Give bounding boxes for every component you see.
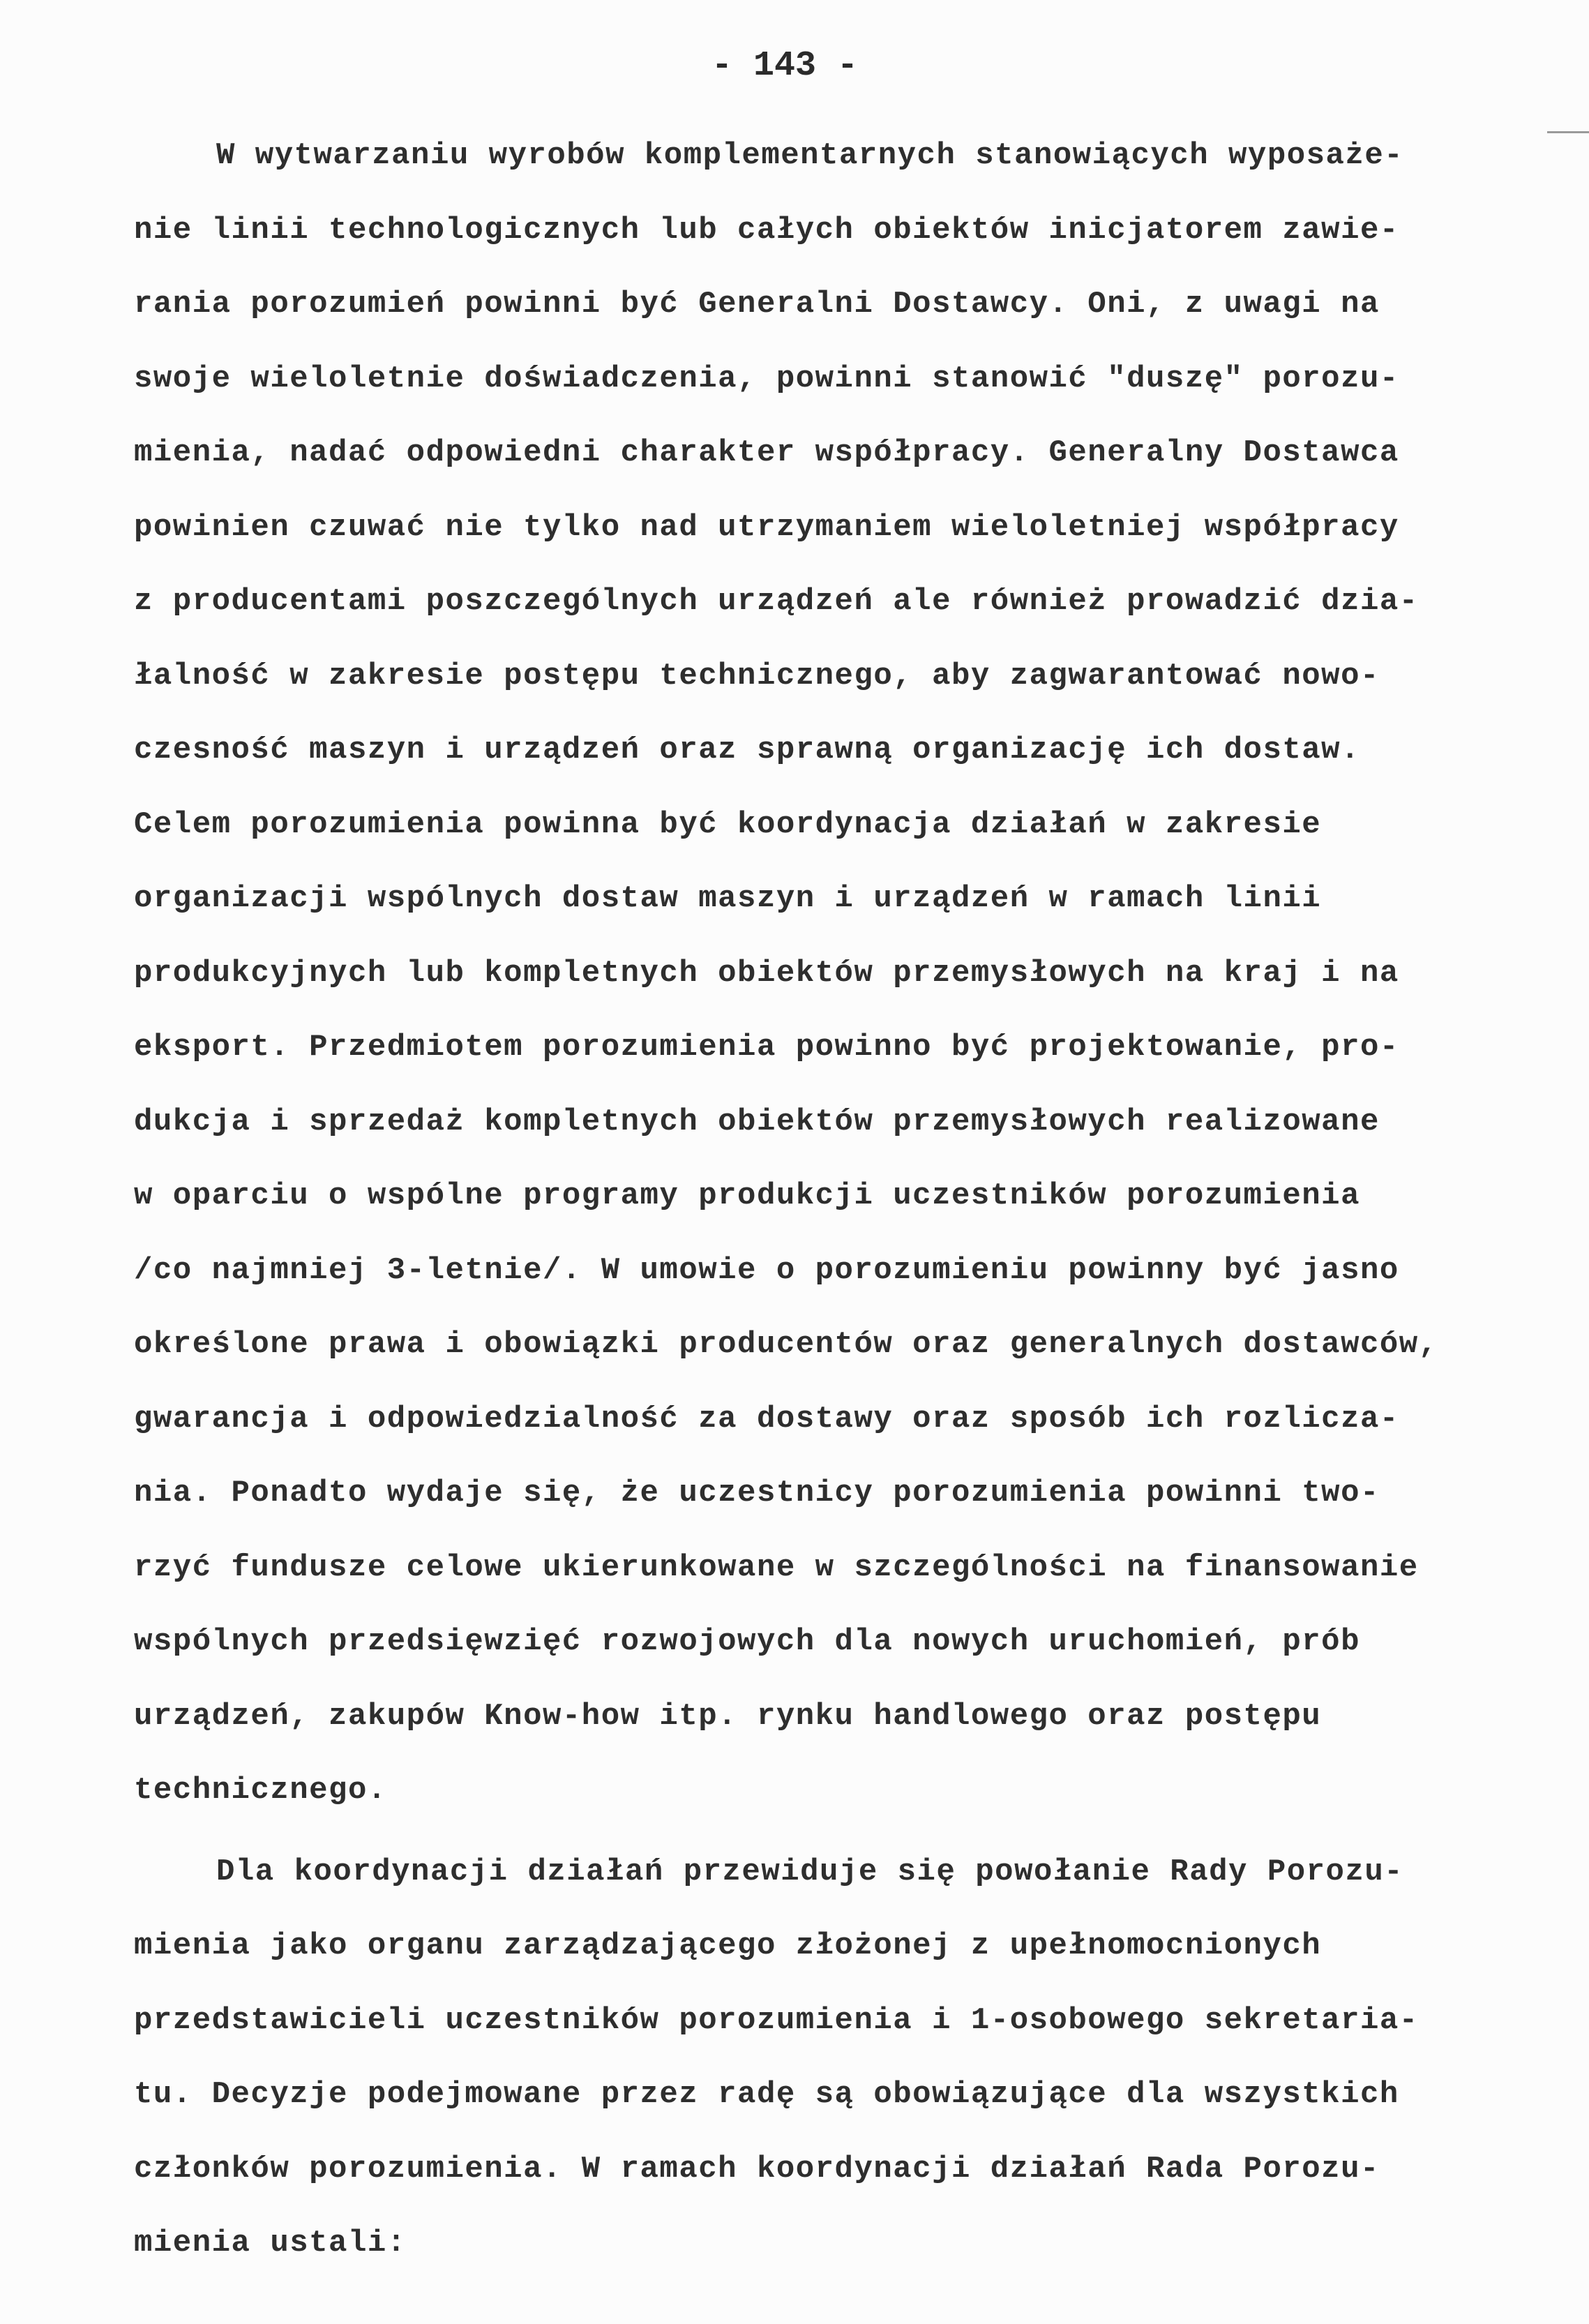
text-line: mienia jako organu zarządzającego złożonej z upełnomocnionych: [134, 1928, 1322, 1963]
paragraph-2: [134, 1835, 1578, 2281]
text-line: wspólnych przedsięwzięć rozwojowych dla nowych uruchomień, prób: [134, 1624, 1360, 1659]
text-line: Celem porozumienia powinna być koordynacja działań w zakresie: [134, 807, 1322, 842]
text-line: rania porozumień powinni być Generalni Dostawcy. Oni, z uwagi na: [134, 287, 1380, 322]
text-line: /co najmniej 3-letnie/. W umowie o porozumieniu powinny być jasno: [134, 1252, 1399, 1288]
text-line: technicznego.: [134, 1773, 387, 1808]
text-line: określone prawa i obowiązki producentów oraz generalnych dostawców,: [134, 1327, 1438, 1362]
text-line: W wytwarzaniu wyrobów komplementarnych stanowiących wyposaże-: [216, 138, 1404, 173]
text-line: nia. Ponadto wydaje się, że uczestnicy porozumienia powinni two-: [134, 1476, 1380, 1510]
text-line: eksport. Przedmiotem porozumienia powinno być projektowanie, pro-: [134, 1030, 1399, 1065]
text-line: czesność maszyn i urządzeń oraz sprawną organizację ich dostaw.: [134, 733, 1360, 767]
text-line: mienia ustali:: [134, 2226, 407, 2261]
text-line: w oparciu o wspólne programy produkcji uczestników porozumienia: [134, 1178, 1360, 1213]
text-line: tu. Decyzje podejmowane przez radę są obowiązujące dla wszystkich: [134, 2077, 1399, 2112]
text-line: gwarancja i odpowiedzialność za dostawy oraz sposób ich rozlicza-: [134, 1401, 1399, 1437]
text-line: nie linii technologicznych lub całych obiektów inicjatorem zawie-: [134, 212, 1399, 248]
body-text: [134, 119, 1578, 2281]
text-line: członków porozumienia. W ramach koordynacji działań Rada Porozu-: [134, 2151, 1380, 2187]
text-line: mienia, nadać odpowiedni charakter współpracy. Generalny Dostawca: [134, 435, 1399, 470]
text-line: rzyć fundusze celowe ukierunkowane w szczególności na finansowanie: [134, 1550, 1419, 1585]
text-line: produkcyjnych lub kompletnych obiektów przemysłowych na kraj i na: [134, 955, 1399, 991]
text-line: swoje wieloletnie doświadczenia, powinni stanowić "duszę" porozu-: [134, 361, 1399, 396]
text-line: Dla koordynacji działań przewiduje się powołanie Rady Porozu-: [216, 1854, 1404, 1889]
text-line: dukcja i sprzedaż kompletnych obiektów przemysłowych realizowane: [134, 1104, 1380, 1139]
text-line: powinien czuwać nie tylko nad utrzymaniem wieloletniej współpracy: [134, 509, 1399, 545]
text-line: organizacji wspólnych dostaw maszyn i urządzeń w ramach linii: [134, 881, 1322, 916]
text-line: łalność w zakresie postępu technicznego, aby zagwarantować nowo-: [134, 658, 1380, 694]
page-number: - 143 -: [711, 46, 859, 86]
text-line: przedstawicieli uczestników porozumienia i 1-osobowego sekretaria-: [134, 2002, 1419, 2038]
paragraph-1: [134, 119, 1578, 1828]
text-line: urządzeń, zakupów Know-how itp. rynku handlowego oraz postępu: [134, 1698, 1322, 1734]
text-line: z producentami poszczególnych urządzeń ale również prowadzić dzia-: [134, 584, 1419, 619]
